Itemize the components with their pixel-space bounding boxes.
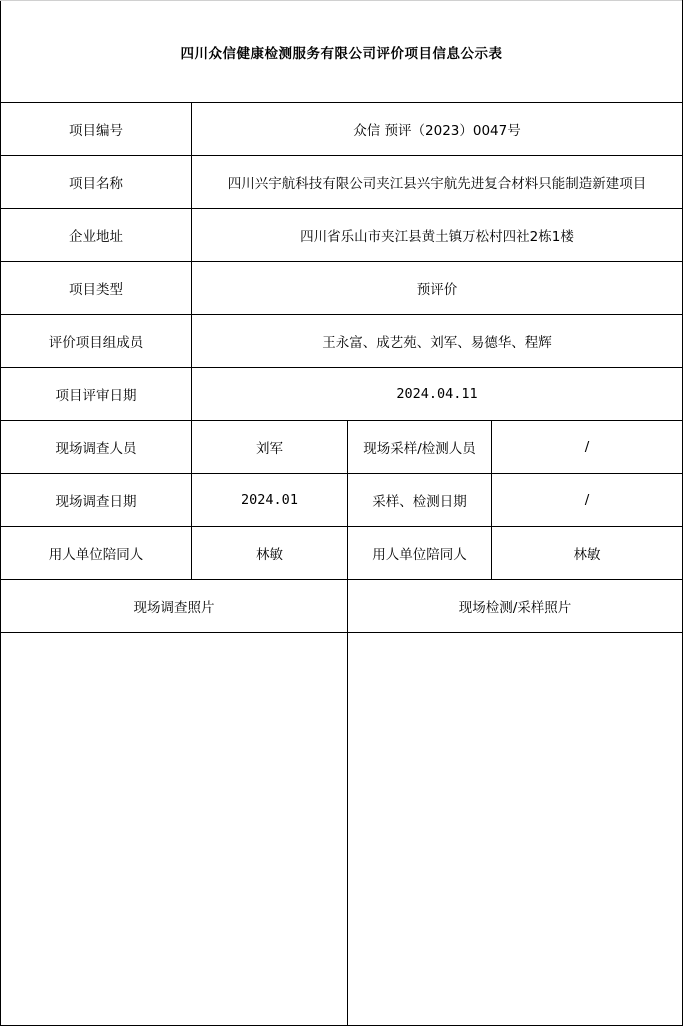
sampling-photos-area (348, 633, 683, 1026)
escort-value-1: 林敏 (192, 527, 348, 580)
project-name-label: 项目名称 (1, 156, 192, 209)
company-address-label: 企业地址 (1, 209, 192, 262)
table-row (1, 156, 683, 209)
survey-date-label: 现场调查日期 (1, 474, 192, 527)
sampling-staff-value: / (492, 421, 683, 474)
sampling-date-label: 采样、检测日期 (348, 474, 492, 527)
table-row (1, 368, 683, 421)
survey-photos-header: 现场调查照片 (1, 580, 348, 633)
photo-row (1, 633, 683, 1026)
project-type-label: 项目类型 (1, 262, 192, 315)
team-members-label: 评价项目组成员 (1, 315, 192, 368)
company-address-value: 四川省乐山市夹江县黄土镇万松村四社2栋1楼 (192, 209, 683, 262)
sampling-date-value: / (492, 474, 683, 527)
review-date-value: 2024.04.11 (192, 368, 683, 421)
table-row (1, 103, 683, 156)
survey-staff-value: 刘军 (192, 421, 348, 474)
survey-photos-area (1, 633, 348, 1026)
project-number-value: 众信 预评（2023）0047号 (192, 103, 683, 156)
escort-label-1: 用人单位陪同人 (1, 527, 192, 580)
table-row (1, 209, 683, 262)
escort-value-2: 林敏 (492, 527, 683, 580)
table-row (1, 315, 683, 368)
survey-date-value: 2024.01 (192, 474, 348, 527)
review-date-label: 项目评审日期 (1, 368, 192, 421)
page-title: 四川众信健康检测服务有限公司评价项目信息公示表 (1, 1, 683, 103)
table-row (1, 474, 683, 527)
table-row (1, 421, 683, 474)
survey-staff-label: 现场调查人员 (1, 421, 192, 474)
team-members-value: 王永富、成艺苑、刘军、易德华、程辉 (192, 315, 683, 368)
table-row (1, 527, 683, 580)
project-number-label: 项目编号 (1, 103, 192, 156)
sampling-staff-label: 现场采样/检测人员 (348, 421, 492, 474)
project-type-value: 预评价 (192, 262, 683, 315)
photo-header-row (1, 580, 683, 633)
sampling-photos-header: 现场检测/采样照片 (348, 580, 683, 633)
escort-label-2: 用人单位陪同人 (348, 527, 492, 580)
table-row (1, 262, 683, 315)
project-name-value: 四川兴宇航科技有限公司夹江县兴宇航先进复合材料只能制造新建项目 (192, 156, 683, 209)
